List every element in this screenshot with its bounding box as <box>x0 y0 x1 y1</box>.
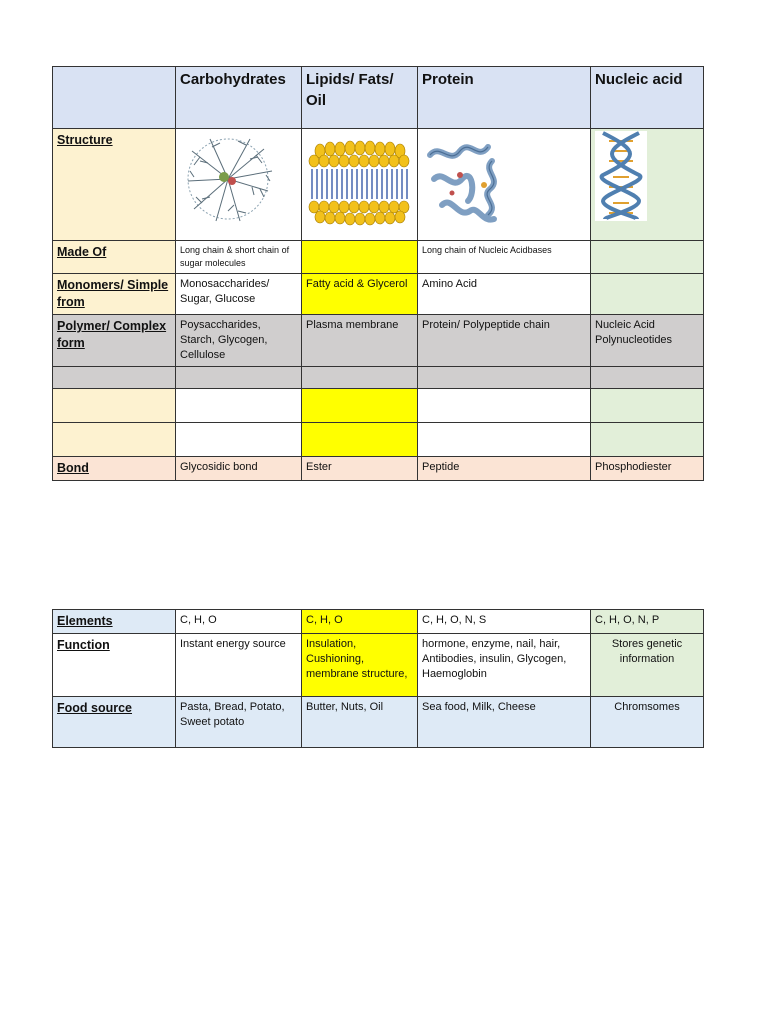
header-nucleic-acid: Nucleic acid <box>591 67 704 129</box>
bond-nucleic: Phosphodiester <box>591 457 704 481</box>
function-lipids: Insulation, Cushioning, membrane structure, <box>302 634 418 697</box>
blank-cell <box>591 389 704 423</box>
polymer-carbohydrates: Poysaccharides, Starch, Glycogen, Cellulose <box>176 315 302 367</box>
header-corner-cell <box>53 67 176 129</box>
lipid-bilayer-icon <box>306 137 410 229</box>
row-label-made-of: Made Of <box>53 241 176 274</box>
nucleic-structure-cell <box>591 129 704 241</box>
elements-row <box>53 610 704 634</box>
bond-row <box>53 457 704 481</box>
protein-ribbon-icon <box>422 135 514 229</box>
function-nucleic: Stores genetic information <box>591 634 704 697</box>
row-label-food-source: Food source <box>53 697 176 748</box>
polymer-nucleic: Nucleic Acid Polynucleotides <box>591 315 704 367</box>
polymer-protein: Protein/ Polypeptide chain <box>418 315 591 367</box>
food-source-row <box>53 697 704 748</box>
blank-cell <box>53 367 176 389</box>
biomolecules-table <box>52 66 704 481</box>
structure-row <box>53 129 704 241</box>
monomers-lipids: Fatty acid & Glycerol <box>302 274 418 315</box>
dna-helix-icon <box>595 131 647 221</box>
made-of-lipids <box>302 241 418 274</box>
blank-row <box>53 423 704 457</box>
monomers-nucleic <box>591 274 704 315</box>
monomers-carbohydrates: Monosaccharides/ Sugar, Glucose <box>176 274 302 315</box>
blank-row <box>53 389 704 423</box>
bond-protein: Peptide <box>418 457 591 481</box>
polymer-lipids: Plasma membrane <box>302 315 418 367</box>
bond-lipids: Ester <box>302 457 418 481</box>
blank-cell <box>53 389 176 423</box>
glycogen-structure-icon <box>180 131 280 231</box>
blank-cell <box>53 423 176 457</box>
lipids-structure-cell <box>302 129 418 241</box>
header-carbohydrates: Carbohydrates <box>176 67 302 129</box>
monomers-row <box>53 274 704 315</box>
made-of-protein: Long chain of Nucleic Acidbases <box>418 241 591 274</box>
header-protein: Protein <box>418 67 591 129</box>
blank-cell <box>302 367 418 389</box>
protein-structure-cell <box>418 129 591 241</box>
made-of-carbohydrates: Long chain & short chain of sugar molecules <box>176 241 302 274</box>
bond-carbohydrates: Glycosidic bond <box>176 457 302 481</box>
elements-nucleic: C, H, O, N, P <box>591 610 704 634</box>
elements-protein: C, H, O, N, S <box>418 610 591 634</box>
blank-gray-row <box>53 367 704 389</box>
carbohydrates-structure-cell <box>176 129 302 241</box>
blank-cell <box>302 389 418 423</box>
made-of-row <box>53 241 704 274</box>
row-label-monomers: Monomers/ Simple from <box>53 274 176 315</box>
food-source-nucleic: Chromsomes <box>591 697 704 748</box>
header-row <box>53 67 704 129</box>
biomolecules-table-2 <box>52 609 704 748</box>
row-label-function: Function <box>53 634 176 697</box>
function-row <box>53 634 704 697</box>
made-of-nucleic <box>591 241 704 274</box>
monomers-protein: Amino Acid <box>418 274 591 315</box>
elements-carbohydrates: C, H, O <box>176 610 302 634</box>
row-label-bond: Bond <box>53 457 176 481</box>
polymer-row <box>53 315 704 367</box>
food-source-lipids: Butter, Nuts, Oil <box>302 697 418 748</box>
blank-cell <box>418 423 591 457</box>
blank-cell <box>302 423 418 457</box>
blank-cell <box>418 389 591 423</box>
row-label-elements: Elements <box>53 610 176 634</box>
food-source-protein: Sea food, Milk, Cheese <box>418 697 591 748</box>
blank-cell <box>176 367 302 389</box>
blank-cell <box>176 423 302 457</box>
food-source-carbohydrates: Pasta, Bread, Potato, Sweet potato <box>176 697 302 748</box>
blank-cell <box>591 423 704 457</box>
blank-cell <box>176 389 302 423</box>
function-carbohydrates: Instant energy source <box>176 634 302 697</box>
row-label-structure: Structure <box>53 129 176 241</box>
elements-lipids: C, H, O <box>302 610 418 634</box>
blank-cell <box>418 367 591 389</box>
row-label-polymer: Polymer/ Complex form <box>53 315 176 367</box>
function-protein: hormone, enzyme, nail, hair, Antibodies, insulin, Glycogen, Haemoglobin <box>418 634 591 697</box>
blank-cell <box>591 367 704 389</box>
header-lipids: Lipids/ Fats/ Oil <box>302 67 418 129</box>
